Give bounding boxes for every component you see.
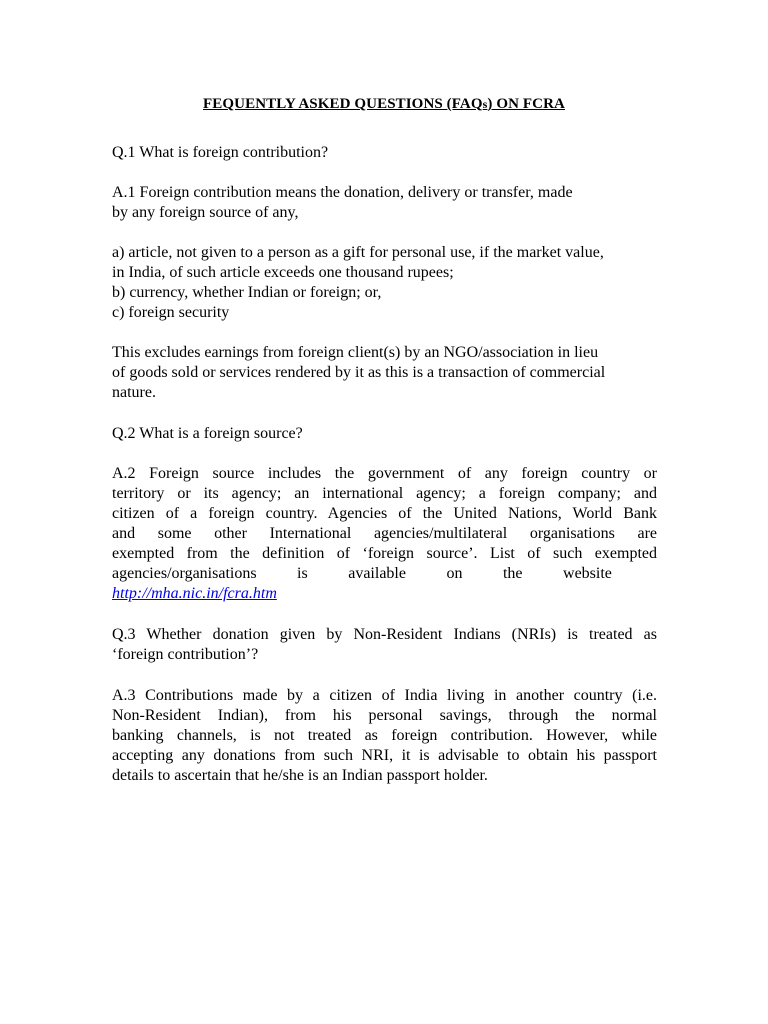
answer-2-line: exempted from the definition of ‘foreign source’. List of such exempted	[112, 545, 657, 562]
fcra-website-link[interactable]: http://mha.nic.in/fcra.htm	[112, 585, 277, 602]
answer-3-line: banking channels, is not treated as foreign contribution. However, while	[112, 727, 657, 744]
answer-1-line: by any foreign source of any,	[112, 204, 299, 221]
answer-1-note-line: nature.	[112, 384, 156, 401]
answer-1-note-line: of goods sold or services rendered by it as this is a transaction of commercial	[112, 364, 606, 381]
answer-3-line: details to ascertain that he/she is an Indian passport holder.	[112, 767, 488, 784]
answer-2-line: citizen of a foreign country. Agencies of the United Nations, World Bank	[112, 505, 657, 522]
fcra-link-line	[112, 584, 657, 604]
question-3-line: Q.3 Whether donation given by Non-Resident Indians (NRIs) is treated as	[112, 626, 657, 643]
answer-3-line: accepting any donations from such NRI, it is advisable to obtain his passport	[112, 747, 657, 764]
question-3-line: ‘foreign contribution’?	[112, 646, 259, 663]
answer-3-line: A.3 Contributions made by a citizen of India living in another country (i.e.	[112, 687, 657, 704]
list-item-a: a) article, not given to a person as a gift for personal use, if the market value,	[112, 244, 604, 261]
question-1: Q.1 What is foreign contribution?	[112, 144, 329, 161]
list-item-b: b) currency, whether Indian or foreign; or,	[112, 284, 382, 301]
answer-1-note-line: This excludes earnings from foreign client(s) by an NGO/association in lieu	[112, 344, 599, 361]
answer-3-line: Non-Resident Indian), from his personal savings, through the normal	[112, 707, 657, 724]
answer-2-line: A.2 Foreign source includes the government of any foreign country or	[112, 465, 657, 482]
answer-2-line: agencies/organisations is available on the website	[112, 565, 612, 582]
answer-2-line: territory or its agency; an international agency; a foreign company; and	[112, 485, 657, 502]
list-item-a-continued: in India, of such article exceeds one thousand rupees;	[112, 264, 454, 281]
list-item-c: c) foreign security	[112, 304, 230, 321]
question-2: Q.2 What is a foreign source?	[112, 425, 303, 442]
document-title: FEQUENTLY ASKED QUESTIONS (FAQs) ON FCRA	[203, 96, 565, 112]
answer-2-line: and some other International agencies/multilateral organisations are	[112, 525, 657, 542]
answer-1-line: A.1 Foreign contribution means the donation, delivery or transfer, made	[112, 184, 573, 201]
